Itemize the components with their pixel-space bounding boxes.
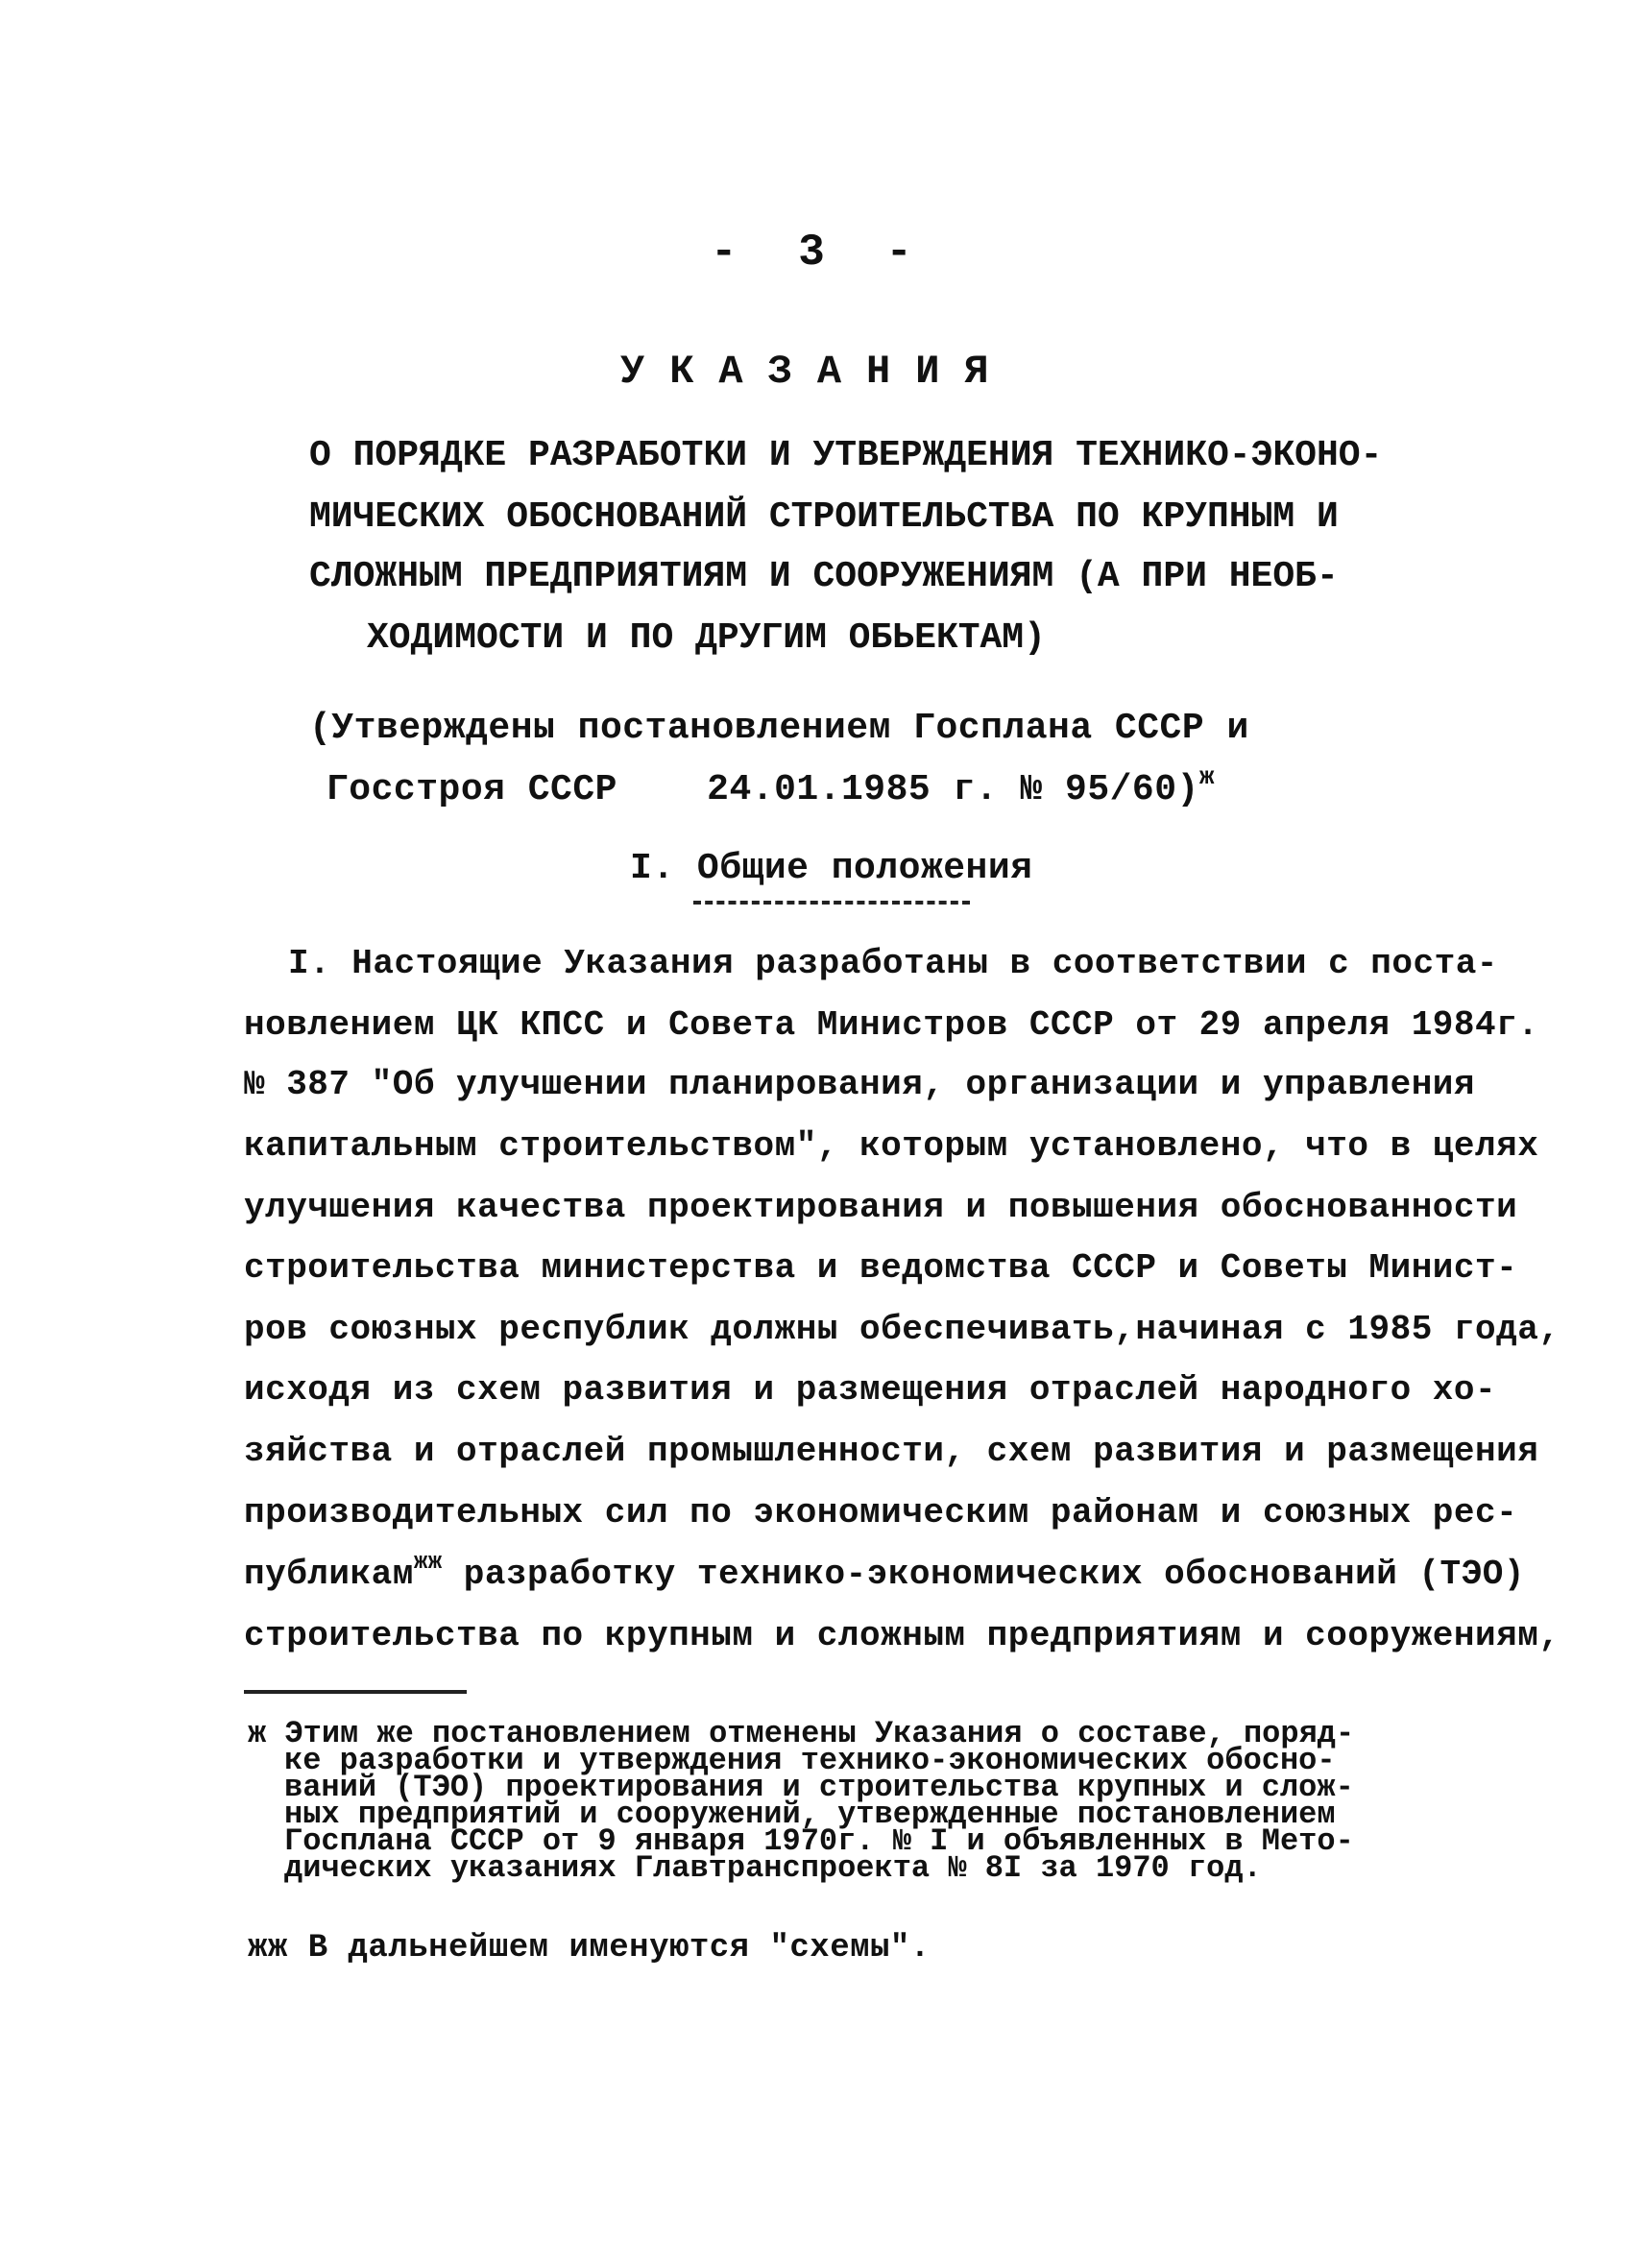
body-line: строительства по крупным и сложным предприятиям и сооружениям, xyxy=(244,1616,1560,1655)
body-line: зяйства и отраслей промышленности, схем развития и размещения xyxy=(244,1432,1539,1471)
subtitle-line: ХОДИМОСТИ И ПО ДРУГИМ ОБЬЕКТАМ) xyxy=(367,617,1046,659)
body-line-rest: разработку технико-экономических обоснований (ТЭО) xyxy=(463,1555,1525,1594)
approval-line xyxy=(327,762,1215,810)
footnote-line: жж В дальнейшем именуются "схемы". xyxy=(248,1930,931,1966)
body-line: ров союзных республик должны обеспечивать,начиная с 1985 года, xyxy=(244,1310,1560,1349)
footnote-line: ваний (ТЭО) проектирования и строительства крупных и слож- xyxy=(284,1770,1354,1805)
footnote-marker: ж xyxy=(1198,762,1215,791)
body-line: I. Настоящие Указания разработаны в соответствии с поста- xyxy=(288,944,1498,983)
subtitle-line: СЛОЖНЫМ ПРЕДПРИЯТИЯМ И СООРУЖЕНИЯМ (А ПРИ НЕОБ- xyxy=(309,556,1339,597)
subtitle-line: О ПОРЯДКЕ РАЗРАБОТКИ И УТВЕРЖДЕНИЯ ТЕХНИКО-ЭКОНО- xyxy=(309,435,1383,476)
section-heading: I. Общие положения xyxy=(630,848,1033,889)
body-line: строительства министерства и ведомства СССР и Советы Минист- xyxy=(244,1248,1518,1288)
body-line-prefix: публикам xyxy=(244,1555,414,1594)
footnote-separator xyxy=(244,1690,467,1694)
document-title: УКАЗАНИЯ xyxy=(620,349,1014,395)
footnote-marker: жж xyxy=(413,1550,443,1576)
body-line xyxy=(244,1550,1525,1594)
footnote-line: ке разработки и утверждения технико-экономических обосно- xyxy=(284,1743,1336,1778)
body-line: новлением ЦК КПСС и Совета Министров СССР от 29 апреля 1984г. xyxy=(244,1005,1539,1045)
subtitle-line: МИЧЕСКИХ ОБОСНОВАНИЙ СТРОИТЕЛЬСТВА ПО КРУПНЫМ И xyxy=(309,496,1339,538)
body-line: № 387 "Об улучшении планирования, организации и управления xyxy=(244,1065,1476,1104)
approval-text: Госстроя СССР 24.01.1985 г. № 95/60) xyxy=(327,769,1199,810)
page-number: - 3 - xyxy=(711,228,931,277)
footnote-line: ных предприятий и сооружений, утвержденные постановлением xyxy=(284,1797,1336,1832)
body-line: капитальным строительством", которым установлено, что в целях xyxy=(244,1126,1539,1166)
footnote-line: ж Этим же постановлением отменены Указания о составе, поряд- xyxy=(248,1716,1355,1751)
body-line: исходя из схем развития и размещения отраслей народного хо- xyxy=(244,1370,1497,1410)
body-line: производительных сил по экономическим районам и союзных рес- xyxy=(244,1493,1518,1532)
body-line: улучшения качества проектирования и повышения обоснованности xyxy=(244,1188,1518,1227)
approval-line: (Утверждены постановлением Госплана СССР и xyxy=(309,708,1249,749)
footnote-line: Госплана СССР от 9 января 1970г. № I и объявленных в Мето- xyxy=(284,1823,1354,1859)
footnote-line: дических указаниях Главтранспроекта № 8I за 1970 год. xyxy=(284,1850,1262,1886)
section-heading-underline xyxy=(693,901,970,905)
